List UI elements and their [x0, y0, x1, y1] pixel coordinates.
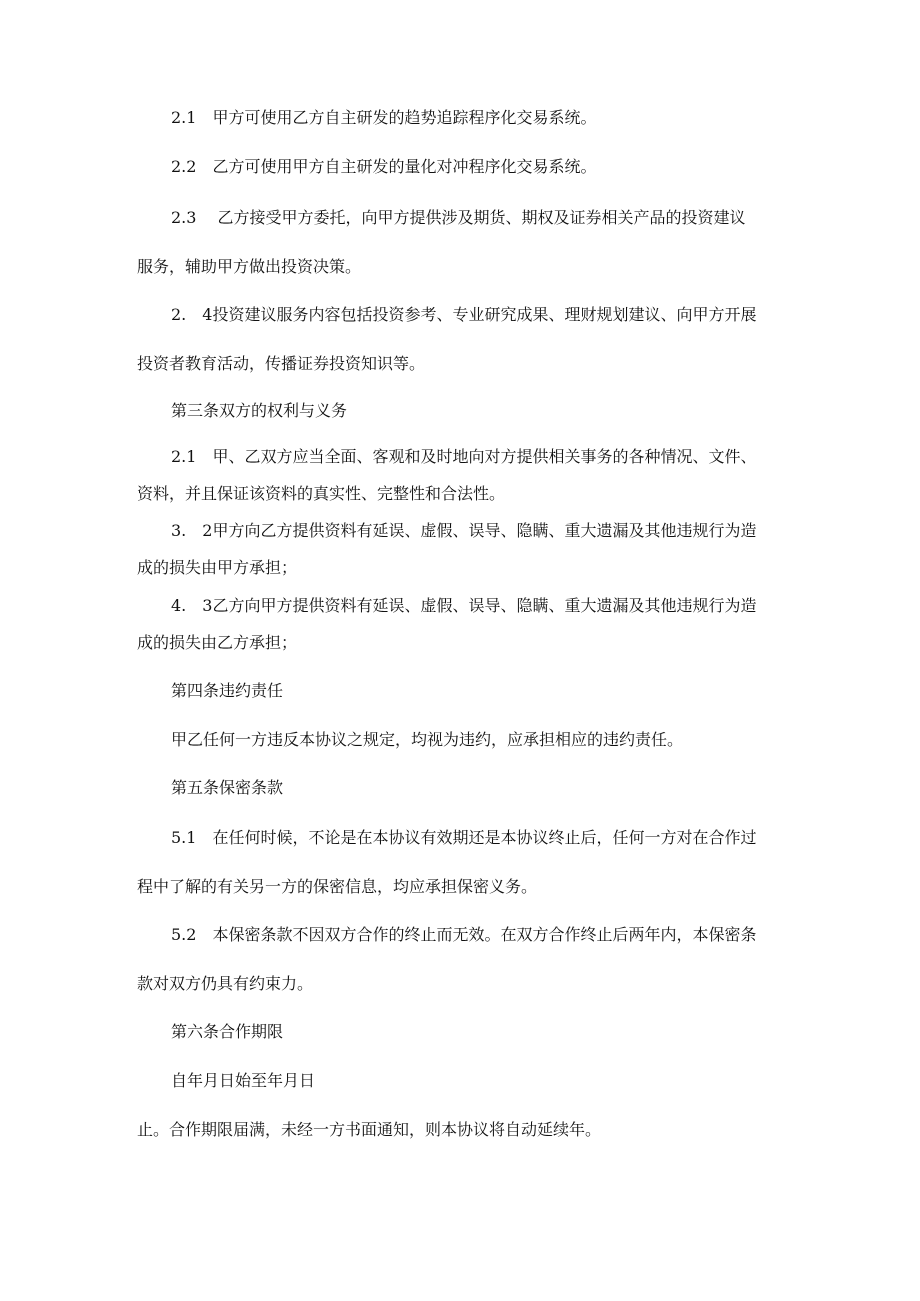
section-heading-4: 第四条违约责任: [171, 681, 284, 700]
clause-6-body-cont: 止。合作期限届满，未经一方书面通知，则本协议将自动延续年。: [137, 1120, 602, 1139]
section-heading-3: 第三条双方的权利与义务: [171, 401, 348, 420]
clause-2-2: 2.2 乙方可使用甲方自主研发的量化对冲程序化交易系统。: [171, 157, 597, 176]
clause-5-2-cont: 款对双方仍具有约束力。: [137, 974, 314, 993]
clause-5-1: 5.1 在任何时候，不论是在本协议有效期还是本协议终止后，任何一方对在合作过: [171, 828, 757, 847]
clause-2-3: 2.3 乙方接受甲方委托，向甲方提供涉及期货、期权及证券相关产品的投资建议: [171, 208, 746, 227]
clause-2-3-cont: 服务，辅助甲方做出投资决策。: [137, 257, 362, 276]
clause-2-4: 2. 4投资建议服务内容包括投资参考、专业研究成果、理财规划建议、向甲方开展: [171, 305, 757, 324]
clause-3-3: 4. 3乙方向甲方提供资料有延误、虚假、误导、隐瞒、重大遗漏及其他违规行为造: [171, 596, 757, 615]
section-heading-6: 第六条合作期限: [171, 1022, 284, 1041]
clause-3-2-cont: 成的损失由甲方承担；: [137, 558, 298, 577]
clause-5-1-cont: 程中了解的有关另一方的保密信息，均应承担保密义务。: [137, 877, 538, 896]
clause-3-1: 2.1 甲、乙双方应当全面、客观和及时地向对方提供相关事务的各种情况、文件、: [171, 447, 757, 466]
section-heading-5: 第五条保密条款: [171, 778, 284, 797]
clause-2-1: 2.1 甲方可使用乙方自主研发的趋势追踪程序化交易系统。: [171, 108, 597, 127]
clause-5-2: 5.2 本保密条款不因双方合作的终止而无效。在双方合作终止后两年内，本保密条: [171, 925, 757, 944]
clause-3-1-cont: 资料，并且保证该资料的真实性、完整性和合法性。: [137, 484, 506, 503]
clause-6-body: 自年月日始至年月日: [171, 1071, 316, 1090]
clause-3-3-cont: 成的损失由乙方承担；: [137, 633, 298, 652]
clause-4-body: 甲乙任何一方违反本协议之规定，均视为违约，应承担相应的违约责任。: [171, 730, 684, 749]
clause-3-2: 3. 2甲方向乙方提供资料有延误、虚假、误导、隐瞒、重大遗漏及其他违规行为造: [171, 521, 757, 540]
clause-2-4-cont: 投资者教育活动，传播证券投资知识等。: [137, 354, 426, 373]
